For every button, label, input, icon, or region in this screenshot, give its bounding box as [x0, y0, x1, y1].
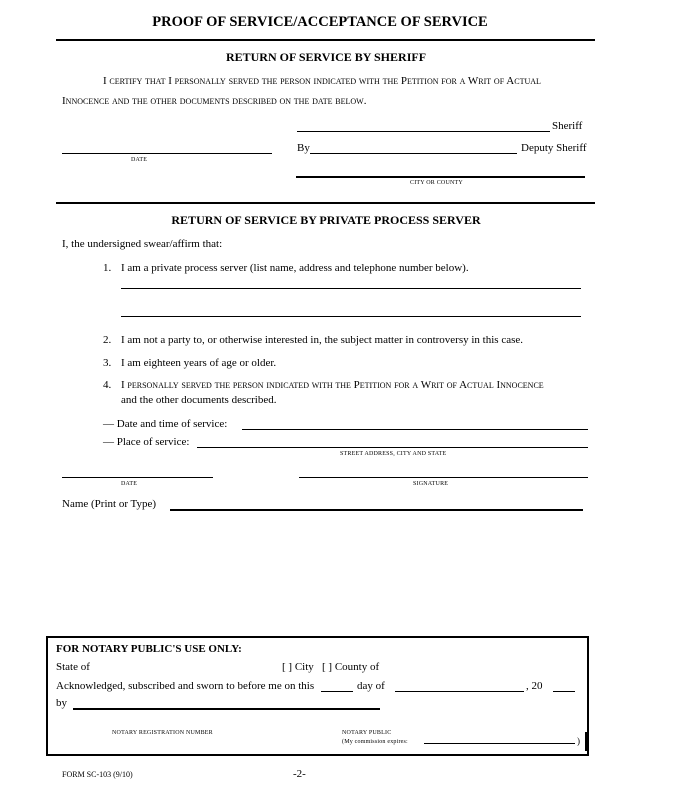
by-label: By	[297, 142, 310, 154]
item-3-text: I am eighteen years of age or older.	[121, 357, 277, 369]
item-4-text: I personally served the person indicated with the Petition for a Writ of Actual Innocence	[121, 379, 544, 391]
name-label: Name (Print or Type)	[62, 498, 157, 510]
notary-public-caption: NOTARY PUBLIC	[342, 730, 392, 736]
deputy-sheriff-label: Deputy Sheriff	[521, 142, 587, 154]
city-county-field[interactable]	[296, 176, 585, 178]
process-date-field[interactable]	[62, 477, 213, 478]
state-label: State of	[56, 661, 90, 673]
process-intro: I, the undersigned swear/affirm that:	[62, 238, 223, 250]
city-option[interactable]: [ ] City	[282, 661, 314, 673]
signature-field[interactable]	[299, 477, 588, 478]
server-info-line-1[interactable]	[121, 288, 581, 289]
server-info-line-2[interactable]	[121, 316, 581, 317]
notary-by-label: by	[56, 697, 67, 709]
day-number-field[interactable]	[321, 691, 353, 692]
sheriff-date-caption: DATE	[131, 157, 148, 163]
notary-mark	[585, 732, 587, 751]
sheriff-certify-line2: Innocence and the other documents described on the date below.	[62, 95, 367, 107]
page-number: -2-	[293, 768, 306, 780]
signature-caption: SIGNATURE	[413, 481, 449, 487]
process-date-caption: DATE	[121, 481, 138, 487]
item-2-text: I am not a party to, or otherwise interested in, the subject matter in controversy in this case.	[121, 334, 523, 346]
item-1-text: I am a private process server (list name, address and telephone number below).	[121, 262, 469, 274]
city-county-caption: CITY OR COUNTY	[410, 180, 463, 186]
registration-caption: NOTARY REGISTRATION NUMBER	[112, 730, 213, 736]
notary-by-field[interactable]	[73, 708, 380, 710]
place-label: — Place of service:	[103, 436, 190, 448]
item-4-number: 4.	[103, 379, 112, 391]
form-id: FORM SC-103 (9/10)	[62, 770, 133, 779]
datetime-label: — Date and time of service:	[103, 418, 228, 430]
year-prefix: , 20	[526, 680, 543, 692]
sheriff-heading: RETURN OF SERVICE BY SHERIFF	[225, 50, 427, 64]
day-of-label: day of	[357, 680, 385, 692]
deputy-name-field[interactable]	[310, 153, 517, 154]
commission-close-paren: )	[577, 736, 580, 746]
street-caption: STREET ADDRESS, CITY AND STATE	[340, 451, 447, 457]
page-title: PROOF OF SERVICE/ACCEPTANCE OF SERVICE	[152, 14, 488, 30]
name-field[interactable]	[170, 509, 583, 511]
sheriff-label: Sheriff	[552, 120, 583, 132]
datetime-field[interactable]	[242, 429, 588, 430]
section-divider	[56, 202, 595, 204]
item-3-number: 3.	[103, 357, 112, 369]
county-option[interactable]: [ ] County of	[322, 661, 380, 673]
sheriff-name-field[interactable]	[297, 131, 550, 132]
sheriff-date-field[interactable]	[62, 153, 272, 154]
top-divider	[56, 39, 595, 41]
place-field[interactable]	[197, 447, 588, 448]
item-1-number: 1.	[103, 262, 112, 274]
notary-box	[46, 636, 589, 756]
notary-heading: FOR NOTARY PUBLIC'S USE ONLY:	[56, 643, 242, 655]
commission-caption: (My commission expires:	[342, 739, 408, 745]
month-field[interactable]	[395, 691, 524, 692]
process-heading: RETURN OF SERVICE BY PRIVATE PROCESS SERVER	[171, 213, 481, 227]
sheriff-certify-line1: I certify that I personally served the person indicated with the Petition for a Writ of Actual	[103, 75, 541, 87]
item-4-text-cont: and the other documents described.	[121, 394, 277, 406]
acknowledged-label: Acknowledged, subscribed and sworn to before me on this	[56, 680, 315, 692]
item-2-number: 2.	[103, 334, 112, 346]
year-field[interactable]	[553, 691, 575, 692]
commission-date-field[interactable]	[424, 743, 575, 744]
